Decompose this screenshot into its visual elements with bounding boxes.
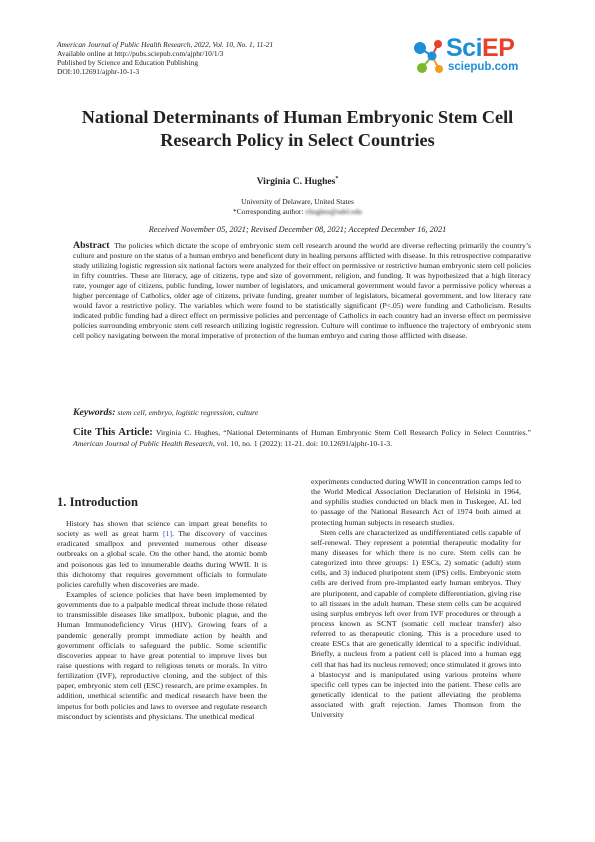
abstract [73,241,531,341]
journal-citation-line: American Journal of Public Health Research, 2022, Vol. 10, No. 1, 11-21 [57,40,274,49]
title-line-2: Research Policy in Select Countries [160,130,435,150]
reference-link[interactable]: [1] [163,529,173,539]
author [40,176,555,187]
availability-line[interactable]: Available online at http://pubs.sciepub.com/ajphr/10/1/3 [57,48,224,58]
title-line-1: National Determinants of Human Embryonic Stem Cell [81,107,514,127]
column-left [57,519,267,722]
publisher-line: Published by Science and Education Publishing [57,57,199,67]
paper-title [40,106,555,152]
logo-site: sciepub.com [448,61,519,73]
cite-part1: Virginia C. Hughes, “National Determinants of Human Embryonic Stem Cell Research Policy in Select Countries.” [155,428,531,437]
keywords [73,407,531,418]
abstract-text: The policies which dictate the scope of embryonic stem cell research around the world are diverse reflecting primarily the country’s culture and posture on the status of a human embryo and beneficent duty in healing persons afflicted with disease. In this retrospective comparative study utilizing logistic regression six national factors were analyzed for their effect on permissive or restrictive human embryonic stem cell policies in fifty countries. These are literacy, age of citizens, type and size of government, religion, and funding. It was hypothesized that a high literacy rate, younger age of citizens, public funding, lower number of legislators, and unicameral government would favor a permissive policy whereas a higher percentage of Catholics, older age of citizens, private funding, greater number of legislators, bicameral government, and low literacy rate would favor a restrictive policy. The variables which were found to be statistically significant (P<.05) were funding and Catholicism. Results indicated public funding had a direct effect on permissive policies and percentage of Catholics in each country had an inverse effect on permissive policies surrounding embryonic stem cell research utilizing logistic regression. Culture will continue to influence the trajectory of embryonic stem cell policy navigating between the moral imperative of protection of the human embryo and curing those afflicted with disease. [73,241,531,341]
institution: University of Delaware, United States [241,197,354,206]
paragraph: Stem cells are characterized as undifferentiated cells capable of self-renewal. They represent a potential therapeutic modality for many diseases for which there is no cure. Stem cells can be categorized into three groups: 1) ESCs, 2) somatic (adult) stem cells, and 3) induced pluripotent stem (iPS) cells. Embryonic stem cells are derived from pre-implanted early human embryos. They are pluripotent, and capable of complete differentiation, giving rise to all tissues in the adult human. These stem cells can be acquired using surplus embryos left over from IVF procedures or through a process known as SCNT (somatic cell nuclear transfer) also referred to as therapeutic cloning. This is a procedure used to create ESCs that are genetically identical to a specific individual. Briefly, a nucleus from a patient cell is placed into a human egg cell that has had its nucleus removed; once stimulated it grows into a blastocyst and is manipulated using various proteins where specific cell types can be injected into the patient. These cells are genetically identical to the patient alleviating the problems associated with graft rejection. James Thomson from the University [311,527,521,720]
author-name: Virginia C. Hughes [256,176,336,188]
sciepub-logo [408,34,538,80]
paragraph: experiments conducted during WWII in concentration camps led to the World Medical Association Declaration of Helsinki in 1964, and syphilis studies conducted on black men in Tuskegee, AL led to passage of the National Research Act of 1974 both aimed at protecting human subjects in research studies. [311,477,521,527]
cite-journal: American Journal of Public Health Research [73,438,213,448]
doi-line[interactable]: DOI:10.12691/ajphr-10-1-3 [57,66,140,76]
corresponding-email[interactable]: vhughes@udel.edu [305,206,362,216]
author-mark: * [335,176,339,182]
abstract-label: Abstract [73,240,110,251]
corresponding-label: *Corresponding author: [233,206,304,216]
cite-this-article [73,428,531,449]
corresponding-author [40,207,555,217]
paragraph: Examples of science policies that have been implemented by governments due to a palpable medical threat include those related to transmissible diseases like smallpox, bubonic plague, and the Human Immunodeficiency Virus (HIV). Growing fears of a pandemic generally prompt immediate action by health and government officials to safeguard the public. Some scientific discoveries appear to have great potential to improve lives but raise questions with regard to religious tenets or morals. In vitro fertilization (IVF), reproductive cloning, and the subject of this paper, embryonic stem cell (ESC) research, are prime examples. In addition, unethical scientific and medical research have been the impetus for both policies and laws to oversee and regulate research misconduct by scientists and physicians. The unethical medical [57,589,267,721]
paragraph: History has shown that science can impart great benefits to society as well as great harm [1]. The discovery of vaccines eradicated smallpox and prevented numerous other disease outbreaks on a global scale. On the other hand, the atomic bomb and poisonous gas led to innumerable deaths during WWII. It is this dichotomy that requires government officials to formulate policies carefully when discoveries are made. [57,519,268,589]
column-right [311,477,521,720]
keywords-text: stem cell, embryo, logistic regression, culture [117,408,259,417]
journal-header [57,41,273,77]
affiliation [40,197,555,216]
keywords-label: Keywords: [73,407,116,418]
logo-wordmark: SciEP [446,34,515,62]
cite-part2: , vol. 10, no. 1 (2022): 11-21. doi: 10.12691/ajphr-10-1-3. [212,438,393,448]
section-heading-introduction: 1. Introduction [57,495,138,509]
received-dates: Received November 05, 2021; Revised December 08, 2021; Accepted December 16, 2021 [148,225,447,234]
molecule-logo-icon [408,36,446,78]
cite-label: Cite This Article: [73,427,153,438]
